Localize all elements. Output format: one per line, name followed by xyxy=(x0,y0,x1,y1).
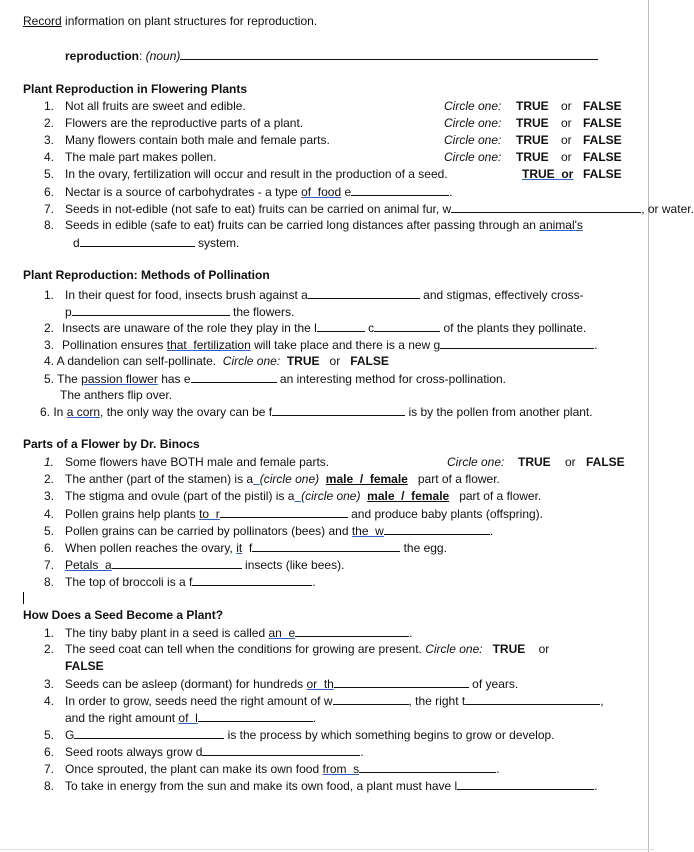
section-heading: Parts of a Flower by Dr. Binocs xyxy=(23,437,200,451)
item-number: 8. xyxy=(44,575,55,589)
item-text: part of a flower. xyxy=(449,489,542,503)
item-text: or xyxy=(329,354,341,368)
item-text xyxy=(340,354,350,368)
list-item xyxy=(44,320,586,335)
instructions-link-word: Record xyxy=(23,14,62,28)
circle-one-choice[interactable] xyxy=(444,150,501,164)
list-item xyxy=(44,727,555,742)
item-text: Circle one: xyxy=(444,99,502,113)
item-text: is by the pollen from another plant. xyxy=(405,405,593,419)
list-item xyxy=(44,201,694,216)
list-item xyxy=(44,676,518,691)
item-text: Circle one: xyxy=(444,116,502,130)
list-item xyxy=(44,778,598,793)
item-text: is the process by which something begins to grow or develop. xyxy=(224,728,555,742)
false-option[interactable]: FALSE xyxy=(583,150,622,164)
list-item xyxy=(44,116,303,130)
blank[interactable] xyxy=(180,48,598,60)
circle-one-choice[interactable] xyxy=(447,455,504,469)
item-text: G xyxy=(65,728,75,742)
section-heading: How Does a Seed Become a Plant? xyxy=(23,608,224,622)
blank[interactable] xyxy=(333,693,409,705)
item-text: Not all fruits are sweet and edible. xyxy=(65,99,246,113)
blank[interactable] xyxy=(465,693,600,705)
item-text: : xyxy=(139,49,146,63)
false-option[interactable]: FALSE xyxy=(583,133,622,147)
male-female-choice[interactable]: male / female xyxy=(325,472,408,486)
list-item xyxy=(44,287,584,302)
item-text: The top of broccoli is a f xyxy=(65,575,193,589)
item-text: , the only way the ovary can be f xyxy=(100,405,273,419)
item-text: d xyxy=(73,236,80,250)
item-text: , or water. xyxy=(641,202,694,216)
instructions xyxy=(23,14,317,28)
circle-one-choice[interactable] xyxy=(444,116,501,130)
item-text xyxy=(280,354,287,368)
blank[interactable] xyxy=(198,710,313,722)
blank[interactable] xyxy=(192,574,312,586)
item-number: 3. xyxy=(44,133,55,147)
list-item xyxy=(44,557,344,572)
item-text: . xyxy=(594,779,598,793)
item-number: 2. xyxy=(44,321,55,335)
item-text: 4. A dandelion can self-pollinate. xyxy=(44,354,223,368)
item-text: (circle one) xyxy=(301,489,361,503)
item-text: . xyxy=(409,626,413,640)
item-number: 7. xyxy=(44,762,55,776)
item-text: The male part makes pollen. xyxy=(65,150,217,164)
list-item xyxy=(44,642,549,656)
blank[interactable] xyxy=(272,404,405,416)
instructions-text: information on plant structures for reproduction. xyxy=(61,14,318,28)
item-number: 4. xyxy=(44,694,55,708)
item-text: will take place and there is a new g xyxy=(250,338,441,352)
section-heading: Plant Reproduction in Flowering Plants xyxy=(23,82,248,96)
circle-one-choice[interactable] xyxy=(444,99,501,113)
list-item xyxy=(44,523,493,538)
item-text: When pollen reaches the ovary, xyxy=(65,541,237,555)
false-option[interactable]: FALSE xyxy=(586,455,625,469)
item-number: 4. xyxy=(44,150,55,164)
item-text: animal's xyxy=(539,218,583,232)
blank[interactable] xyxy=(317,320,365,332)
list-item xyxy=(44,99,246,113)
item-text: , xyxy=(600,694,604,708)
item-text xyxy=(483,642,493,656)
item-text: Circle one: xyxy=(222,354,281,368)
item-text: system. xyxy=(194,236,240,250)
false-option[interactable]: FALSE xyxy=(583,99,622,113)
list-item xyxy=(44,625,413,640)
item-number: 1. xyxy=(44,99,55,113)
blank[interactable] xyxy=(440,337,594,349)
item-text: has e xyxy=(157,372,191,386)
item-text: (circle one) xyxy=(259,472,320,486)
item-text: Seeds can be asleep (dormant) for hundreds xyxy=(65,677,307,691)
page-edge-bottom xyxy=(0,849,654,850)
item-number: 6. xyxy=(44,185,55,199)
item-number: 5. xyxy=(44,728,55,742)
item-number: 3. xyxy=(44,677,55,691)
blank[interactable] xyxy=(457,778,594,790)
item-text xyxy=(525,642,538,656)
blank[interactable] xyxy=(74,727,224,739)
item-text: p xyxy=(65,305,72,319)
item-text: The seed coat can tell when the conditions for growing are present. xyxy=(65,642,426,656)
item-text: and stigmas, effectively cross- xyxy=(419,288,584,302)
item-text xyxy=(319,472,326,486)
item-text: an e xyxy=(268,626,296,640)
item-text: In order to grow, seeds need the right amount of w xyxy=(65,694,333,708)
item-text: f xyxy=(242,541,253,555)
item-text: . xyxy=(312,711,317,725)
item-text: . xyxy=(496,762,500,776)
item-number: 2. xyxy=(44,116,55,130)
item-number: 4. xyxy=(44,507,55,521)
male-female-choice[interactable]: male / female xyxy=(367,489,450,503)
item-text: of the plants they pollinate. xyxy=(440,321,587,335)
item-text: insects (like bees). xyxy=(241,558,345,572)
list-item xyxy=(44,506,543,521)
item-text: Nectar is a source of carbohydrates - a type xyxy=(65,185,302,199)
item-text: Insects are unaware of the role they play in the l xyxy=(62,321,317,335)
item-text: part of a flower. xyxy=(407,472,500,486)
item-text: e xyxy=(341,185,352,199)
vocab-pos: (noun) xyxy=(145,49,181,63)
item-text: the w xyxy=(351,524,384,538)
item-text: . xyxy=(312,575,316,589)
item-text: or xyxy=(538,642,550,656)
item-number: 5. xyxy=(44,524,55,538)
blank[interactable] xyxy=(112,557,242,569)
or-text: or xyxy=(565,455,576,469)
false-option[interactable]: FALSE xyxy=(350,354,389,368)
item-text: the egg. xyxy=(400,541,447,555)
item-number: 8. xyxy=(44,218,55,232)
item-number: 5. xyxy=(44,167,55,181)
item-text: Circle one: xyxy=(425,642,483,656)
item-text: Pollen grains can be carried by pollinators (bees) and xyxy=(65,524,352,538)
item-text: Seeds in edible (safe to eat) fruits can be carried long distances after passing through an xyxy=(65,218,540,232)
blank[interactable] xyxy=(80,235,195,247)
true-option[interactable]: TRUE or xyxy=(522,167,574,181)
item-text: Pollen grains help plants xyxy=(65,507,200,521)
item-text: that fertilization xyxy=(166,338,251,352)
blank[interactable] xyxy=(202,744,360,756)
item-text: the flowers. xyxy=(229,305,295,319)
item-text: Flowers are the reproductive parts of a plant. xyxy=(65,116,304,130)
text-cursor xyxy=(23,592,24,604)
item-text: of years. xyxy=(468,677,519,691)
circle-one-choice[interactable] xyxy=(444,133,501,147)
item-text xyxy=(320,354,330,368)
item-text: In the ovary, fertilization will occur and result in the production of a seed. xyxy=(65,167,448,181)
or-text: or xyxy=(561,116,572,130)
item-text: . xyxy=(449,185,453,199)
item-text: . xyxy=(594,338,598,352)
item-text: The stigma and ovule (part of the pistil) is a xyxy=(65,489,295,503)
item-number: 7. xyxy=(44,558,55,572)
list-item xyxy=(44,693,604,708)
item-text: The anther (part of the stamen) is a xyxy=(65,472,254,486)
item-number: 1. xyxy=(44,288,55,302)
item-text: . xyxy=(489,524,494,538)
item-text: Pollination ensures xyxy=(62,338,167,352)
list-item xyxy=(40,404,593,419)
blank[interactable] xyxy=(308,287,420,299)
list-item xyxy=(44,337,598,352)
list-item xyxy=(44,150,216,164)
item-text: and produce baby plants (offspring). xyxy=(347,507,543,521)
blank[interactable] xyxy=(451,201,641,213)
item-text: a corn xyxy=(66,405,101,419)
false-option[interactable]: FALSE xyxy=(65,659,104,673)
item-text: In their quest for food, insects brush against a xyxy=(65,288,308,302)
blank[interactable] xyxy=(351,184,449,196)
vocab-word: reproduction xyxy=(65,49,139,63)
list-item xyxy=(44,574,316,589)
item-number: 7. xyxy=(44,202,55,216)
item-number: 1. xyxy=(44,455,55,469)
list-item-continuation xyxy=(65,710,316,725)
page-edge xyxy=(648,0,649,852)
blank[interactable] xyxy=(72,304,230,316)
item-text: passion flower xyxy=(81,372,158,386)
list-item xyxy=(44,184,453,199)
list-item xyxy=(44,744,364,759)
item-text: an interesting method for cross-pollination. xyxy=(276,372,507,386)
list-item xyxy=(44,472,500,486)
or-text: or xyxy=(561,150,572,164)
item-text: Petals a xyxy=(65,558,112,572)
blank[interactable] xyxy=(374,320,440,332)
item-text: Once sprouted, the plant can make its own food xyxy=(65,762,323,776)
item-text: c xyxy=(364,321,375,335)
item-number: 6. xyxy=(44,541,55,555)
list-item xyxy=(44,167,448,181)
item-number: 3. xyxy=(44,489,55,503)
item-text: . xyxy=(360,745,364,759)
true-option[interactable]: TRUE xyxy=(516,116,549,130)
item-number: 1. xyxy=(44,626,55,640)
item-text: Some flowers have BOTH male and female parts. xyxy=(65,455,330,469)
list-item-continuation xyxy=(65,304,294,319)
list-item xyxy=(44,761,500,776)
blank[interactable] xyxy=(384,523,490,535)
list-item xyxy=(44,489,541,503)
item-text: and the right amount xyxy=(65,711,179,725)
item-text: or th xyxy=(306,677,334,691)
list-item-continuation: The anthers flip over. xyxy=(60,388,173,402)
list-item xyxy=(44,455,329,469)
blank[interactable] xyxy=(191,371,277,383)
item-text: , the right t xyxy=(408,694,466,708)
item-number: 2. xyxy=(44,642,55,656)
true-option[interactable]: TRUE xyxy=(518,455,551,469)
item-text: Many flowers contain both male and female parts. xyxy=(65,133,330,147)
item-text: it xyxy=(236,541,243,555)
section-heading: Plant Reproduction: Methods of Pollination xyxy=(23,268,270,282)
true-option[interactable]: TRUE xyxy=(516,99,549,113)
item-text: The tiny baby plant in a seed is called xyxy=(65,626,269,640)
true-option[interactable]: TRUE xyxy=(286,354,320,368)
blank[interactable] xyxy=(295,625,409,637)
true-option[interactable]: TRUE xyxy=(516,133,549,147)
list-item xyxy=(44,218,583,232)
false-option[interactable]: FALSE xyxy=(583,167,622,181)
list-item-continuation xyxy=(73,235,239,250)
vocab-line xyxy=(65,48,598,63)
true-option[interactable]: TRUE xyxy=(492,642,526,656)
item-number: 3. xyxy=(44,338,55,352)
item-text: Circle one: xyxy=(444,150,502,164)
item-text: of food xyxy=(301,185,342,199)
item-text: 5. The xyxy=(44,372,82,386)
item-text: 6. In xyxy=(40,405,67,419)
item-number: 2. xyxy=(44,472,55,486)
item-number: 8. xyxy=(44,779,55,793)
item-text xyxy=(253,472,260,486)
or-text: or xyxy=(561,99,572,113)
list-item xyxy=(44,371,506,386)
blank[interactable] xyxy=(220,506,348,518)
blank[interactable] xyxy=(359,761,496,773)
item-text: Seed roots always grow d xyxy=(65,745,203,759)
item-text: Circle one: xyxy=(444,133,502,147)
blank[interactable] xyxy=(334,676,469,688)
item-text: to r xyxy=(199,507,220,521)
item-text: Seeds in not-edible (not safe to eat) fruits can be carried on animal fur, w xyxy=(65,202,452,216)
list-item xyxy=(44,133,330,147)
item-text: Circle one: xyxy=(447,455,505,469)
item-number: 6. xyxy=(44,745,55,759)
list-item xyxy=(44,354,389,368)
item-text: from s xyxy=(322,762,360,776)
list-item xyxy=(44,540,447,555)
item-text: of l xyxy=(178,711,198,725)
item-text: To take in energy from the sun and make its own food, a plant must have l xyxy=(65,779,458,793)
false-option[interactable]: FALSE xyxy=(583,116,622,130)
blank[interactable] xyxy=(252,540,400,552)
or-text: or xyxy=(561,133,572,147)
true-option[interactable]: TRUE xyxy=(516,150,549,164)
